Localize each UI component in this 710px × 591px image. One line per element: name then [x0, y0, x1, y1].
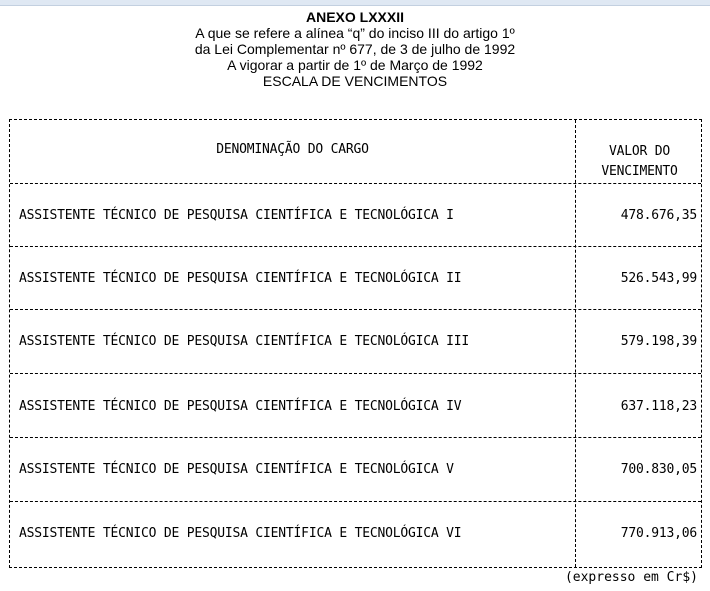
table-row-cargo: ASSISTENTE TÉCNICO DE PESQUISA CIENTÍFICA E TECNOLÓGICA V — [19, 462, 454, 477]
column-header-valor-line-2: VENCIMENTO — [601, 164, 678, 179]
table-row-valor: 478.676,35 — [620, 208, 697, 223]
document-header — [0, 9, 710, 89]
table-row-valor: 700.830,05 — [620, 462, 697, 477]
header-line-1: A que se refere a alínea “q” do inciso III do artigo 1º — [195, 25, 515, 41]
row-separator — [10, 437, 701, 438]
header-line-3: A vigorar a partir de 1º de Março de 1992 — [227, 57, 483, 73]
table-row-valor: 526.543,99 — [620, 271, 697, 286]
header-line-2: da Lei Complementar nº 677, de 3 de julho de 1992 — [194, 41, 516, 57]
table-row-cargo: ASSISTENTE TÉCNICO DE PESQUISA CIENTÍFICA E TECNOLÓGICA III — [19, 334, 469, 349]
row-separator — [10, 373, 701, 374]
salary-table — [9, 119, 702, 568]
row-separator — [10, 183, 701, 184]
window-top-bar — [0, 0, 710, 6]
table-row-cargo: ASSISTENTE TÉCNICO DE PESQUISA CIENTÍFICA E TECNOLÓGICA VI — [19, 526, 462, 541]
row-separator — [10, 309, 701, 310]
table-row-cargo: ASSISTENTE TÉCNICO DE PESQUISA CIENTÍFICA E TECNOLÓGICA I — [19, 208, 454, 223]
header-line-4: ESCALA DE VENCIMENTOS — [262, 73, 448, 89]
row-separator — [10, 501, 701, 502]
currency-note: (expresso em Cr$) — [564, 570, 698, 585]
table-row-valor: 637.118,23 — [620, 399, 697, 414]
column-divider — [575, 120, 576, 567]
table-row-cargo: ASSISTENTE TÉCNICO DE PESQUISA CIENTÍFICA E TECNOLÓGICA IV — [19, 399, 462, 414]
column-header-valor-line-1: VALOR DO — [608, 144, 670, 159]
table-row-valor: 579.198,39 — [620, 334, 697, 349]
column-header-cargo: DENOMINAÇÃO DO CARGO — [216, 142, 369, 157]
annex-title: ANEXO LXXXII — [305, 9, 405, 25]
table-row-cargo: ASSISTENTE TÉCNICO DE PESQUISA CIENTÍFICA E TECNOLÓGICA II — [19, 271, 462, 286]
table-row-valor: 770.913,06 — [620, 526, 697, 541]
column-header-valor — [576, 142, 703, 182]
row-separator — [10, 246, 701, 247]
